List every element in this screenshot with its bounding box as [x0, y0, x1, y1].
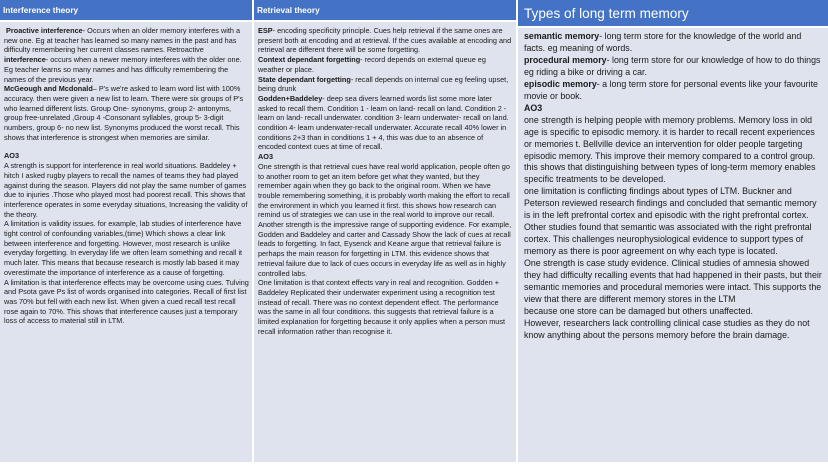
term-context-dependant: Context dependant forgetting — [258, 55, 361, 65]
rugby-strength-paragraph: A strength is support for interference in real world situations. Baddeley + hitch I asked rugby players to recall the names of teams they had played against during the season. Players did not play the same number of games due to injuries .Those who played most had poorest recall. This shows that interference operates in some everyday situations, Increasing the validity of the theory. — [4, 161, 248, 219]
clinical-limitation-paragraph: However, researchers lack controlling clinical case studies as they do not know anything about the persons memory before the brain damage. — [524, 317, 810, 340]
procedural-memory-paragraph: procedural memory- long term store for our knowledge of how to do things eg riding a bike or driving a car. — [524, 54, 821, 77]
ao3-label: AO3 — [524, 102, 543, 113]
evidence-strength-paragraph: Another strength is the impressive range of supporting evidence. For example, Godden and Baddeley and carter and Cassady Show the lack of cues at recall leads to forgetting. In fact, Eysenck and Keane argue that retrieval failure is perhaps the main reason for forgetting in LTM. this evidence shows that retrieval failure due to lack of cues occurs in everyday life as well as in highly controlled labs. — [258, 220, 512, 278]
types-ltm-body — [518, 28, 828, 342]
types-ltm-header: Types of long term memory — [518, 0, 828, 28]
term-episodic: episodic memory — [524, 78, 597, 89]
term-proactive: Proactive interference — [6, 26, 83, 35]
episodic-memory-paragraph: episodic memory- a long term store for personal events like your favourite movie or book. — [524, 78, 818, 101]
state-forgetting-paragraph: State dependant forgetting- recall depends on internal cue eg feeling upset, being drunk — [258, 74, 509, 94]
retrieval-theory-body — [254, 22, 516, 337]
context-forgetting-paragraph: Context dependant forgetting- record depends on external queue eg weather or place. — [258, 55, 486, 74]
retrieval-theory-column — [254, 0, 516, 462]
cues-limitation-paragraph: A limitation is that interference effects may be overcome using cues. Tulving and Psota gave Ps list of words organised into categories. Recall of first list was 70% but fell with each new list. When given a cued recall test recall rose again to 70%. This shows that interference causes just a temporary loss of access to material still in LTM. — [4, 277, 249, 326]
recognition-limitation-paragraph: One limitation is that context effects vary in real and recognition. Godden + Baddeley Replicated their underwater experiment using a recognition test instead of recall. There was no context dependent effect. The performance was the same in all four conditions. this suggests that retrieval failure is a limited explanation for forgetting because it only applies when a person must recall information rather than recognise it. — [258, 278, 506, 336]
term-semantic: semantic memory — [524, 31, 600, 41]
term-state-dependant: State dependant forgetting — [258, 74, 351, 84]
case-study-paragraph: One strength is case study evidence. Clinical studies of amnesia showed they had difficulty recalling events that had happened in their pasts, but their semantic memories and procedural memories were intact. This supports the view that there are different memory stores in the LTM — [524, 258, 822, 304]
term-mcgeough: McGeough and Mcdonald — [4, 84, 93, 94]
term-esp: ESP — [258, 26, 273, 35]
retrieval-theory-header: Retrieval theory — [254, 0, 516, 22]
proactive-retroactive-paragraph: Proactive interference- Occurs when an older memory interferes with a new one. Eg at teacher has learned so many names in the past and has difficulty remembering her current classes names. Retroactive interference- occurs when a newer memory interferes with the older one. Eg teacher learns so many names and has difficulty remembering the names of the previous year. — [4, 26, 242, 84]
ao3-label: AO3 — [4, 151, 20, 161]
validity-limitation-paragraph: A limitation is validity issues. for example, lab studies of interference have tight control of confounding variables,(time) Which shows a clear link between interference and forgetting. However, most research is unlike everyday forgetting. In everyday life we often learn something and recall it much later. This means that because research is mostly lab based it may overestimate the importance of interference as a cause of forgetting. — [4, 219, 243, 277]
real-world-strength-paragraph: One strength is that retrieval cues have real world application, people often go to another room to get an item before get what they wanted, but they remember again when they go back to the original room. When we have trouble remembering something, it is probably worth making the effort to recall the environment in which you learned it first. this shows how research can remind us of strategies we can use in the real world to improve our recall. — [258, 161, 510, 220]
interference-theory-header: Interference theory — [0, 0, 252, 22]
damage-paragraph: because one store can be damaged but others unaffected. — [524, 305, 753, 316]
esp-paragraph: ESP- encoding specificity principle. Cues help retrieval if the same ones are present both at encoding and at retrieval. If the cues available at encoding and retrieval are different there will be some forgetting. — [258, 26, 512, 55]
ao3-label: AO3 — [258, 152, 274, 162]
godden-baddeley-paragraph: Godden+Baddeley- deep sea divers learned words list some more later asked to recall them. Condition 1 - learn on land- recall on land. Condition 2 - learn on land- recall underwater. condition 3- learn underwater- recall on land. condition 4- learn underwater-recall underwater. Accurate recall 40% lower in conditions 2+3 than in conditions 1 + 4, this was due to an absence of encoded context cues at time of recall. — [258, 93, 509, 152]
interference-theory-column — [0, 0, 252, 462]
conflicting-findings-paragraph: one limitation is conflicting findings about types of LTM. Buckner and Peterson reviewed research findings and concluded that semantic memory is in the left prefrontal cortex and episodic with the right prefrontal cortex. Other studies found that semantic was associated with the right prefrontal cortex. This challenges neurophysiological evidence to support types of memory as there is poor agreement on why each type is located. — [524, 186, 817, 257]
term-interference: interference — [4, 55, 46, 65]
types-ltm-column — [518, 0, 828, 462]
mcgeough-study-paragraph: McGeough and Mcdonald– P's we're asked to learn word list with 100% accuracy. then were given a new list to learn. There were six groups of P's who learned different lists. Group One- synonyms, group 2- antonyms, group free-unrelated ,Group 4 -Consonant syllables, group 5- 3-digit numbers, group 6- no new list. Synonyms produced the worst recall. This shows that interference is strongest when memories are similar. — [4, 84, 244, 142]
semantic-memory-paragraph: semantic memory- long term store for the knowledge of the world and facts. eg meaning of words. — [524, 31, 802, 53]
term-procedural: procedural memory — [524, 54, 607, 65]
interference-theory-body — [0, 22, 252, 326]
term-godden-baddeley: Godden+Baddeley — [258, 93, 323, 103]
memory-problems-strength-paragraph: one strength is helping people with memory problems. Memory loss in old age is specific to episodic memory. it is harder to recall recent experiences or memories t. Bellville device an intervention for older people targeting episodic memory. This improve their memory compared to a control group. this shows that distinguishing between types of long-term memory enables specific treatments to be developed. — [524, 114, 816, 185]
